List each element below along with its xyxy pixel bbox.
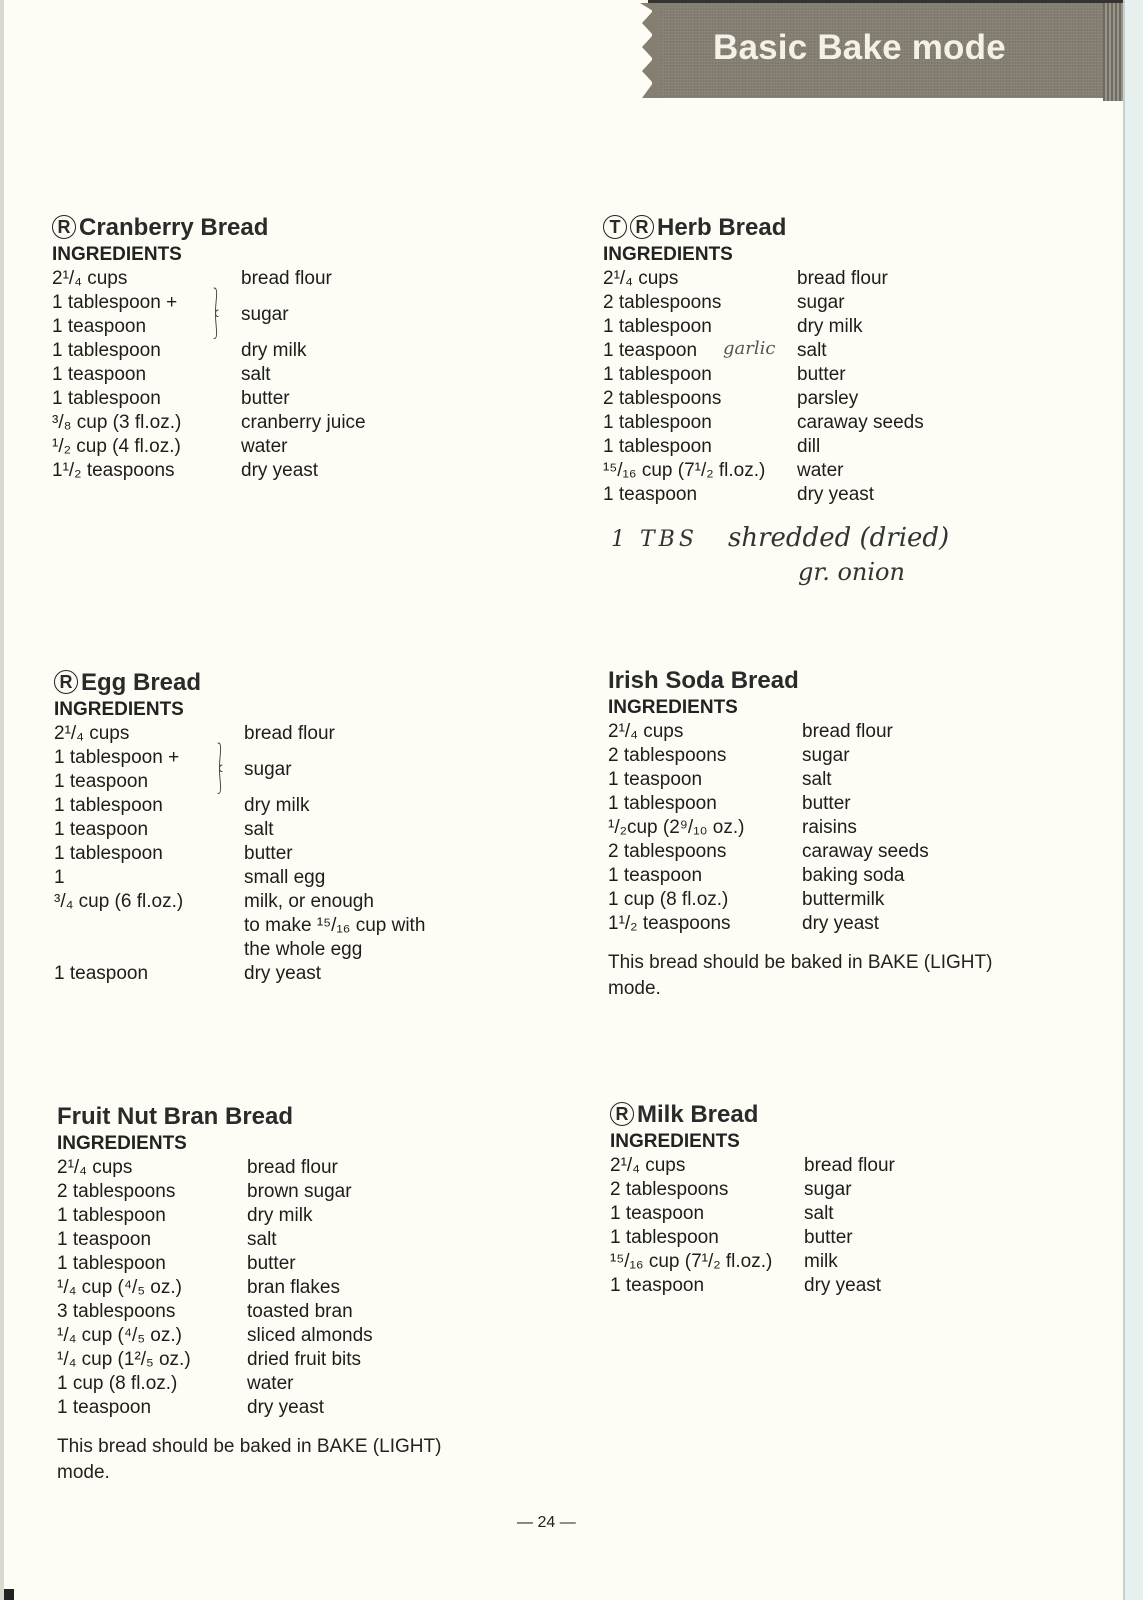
recipe-title: Fruit Nut Bran Bread <box>57 1103 294 1130</box>
ingredient-row: 1 tablespoon caraway seeds <box>603 412 924 433</box>
recipe-herb-bread <box>603 213 1063 586</box>
ingredient-row: 1 tablespoon butter <box>608 793 851 814</box>
section-title: Basic Bake mode <box>713 28 1006 67</box>
ingredient-row: ¹/₄ cup (1²/₅ oz.) dried fruit bits <box>57 1349 362 1370</box>
ingredient-list <box>54 722 494 986</box>
brace-icon: ⎰ <box>213 764 227 795</box>
mode-r-badge-icon: R <box>52 215 76 239</box>
ingredients-label: INGREDIENTS <box>610 1131 740 1152</box>
ingredient-row: 1¹/₂ teaspoons dry yeast <box>52 460 319 481</box>
ingredient-row: 3 tablespoons toasted bran <box>57 1301 353 1322</box>
ingredient-row: ³/₄ cup (6 fl.oz.) milk, or enough <box>54 891 374 912</box>
ingredient-list <box>608 720 1068 936</box>
ingredient-row: ³/₈ cup (3 fl.oz.) cranberry juice <box>52 412 366 433</box>
recipe-title: R Cranberry Bread <box>52 213 492 243</box>
recipe-title: R Egg Bread <box>54 668 494 698</box>
ingredients-label: INGREDIENTS <box>603 244 733 265</box>
recipe-cranberry-bread <box>52 213 492 483</box>
ingredient-list <box>603 267 1063 507</box>
ingredient-list <box>610 1154 1050 1298</box>
brace-icon: ⎰ <box>209 309 223 340</box>
ingredient-row: ¹/₂cup (2⁹/₁₀ oz.) raisins <box>608 817 857 838</box>
page-number: — 24 — <box>517 1514 576 1531</box>
ingredient-row: ¹/₄ cup (⁴/₅ oz.) sliced almonds <box>57 1325 373 1346</box>
ingredient-row: 1 tablespoon + ⎱ <box>54 742 227 773</box>
ingredient-row: ¹/₄ cup (⁴/₅ oz.) bran flakes <box>57 1277 340 1298</box>
ingredient-row: ¹/₂ cup (4 fl.oz.) water <box>52 436 288 457</box>
ingredient-row: the whole egg <box>244 939 363 960</box>
ingredient-row: to make ¹⁵/₁₆ cup with <box>244 915 426 936</box>
mode-r-badge-icon: R <box>630 215 654 239</box>
ingredient-row: 2 tablespoons sugar <box>603 292 845 313</box>
recipe-irish-soda-bread <box>608 666 1068 1002</box>
recipe-title: R Milk Bread <box>610 1100 1050 1130</box>
ingredient-row: 1 teaspoon garlic salt <box>603 338 827 361</box>
ingredient-row: 1 small egg <box>54 867 326 888</box>
recipe-milk-bread <box>610 1100 1050 1298</box>
ingredient-row: 2 tablespoons sugar <box>610 1179 852 1200</box>
ingredient-row: 1 tablespoon dry milk <box>54 795 310 816</box>
banner-edge-stripes <box>1103 3 1123 101</box>
mode-r-badge-icon: R <box>54 670 78 694</box>
ingredient-row: 1 teaspoon dry yeast <box>603 484 875 505</box>
banner-zigzag-edge <box>640 3 660 98</box>
ingredient-row: 1 teaspoon salt <box>52 364 271 385</box>
ingredient-row: 1 teaspoon dry yeast <box>54 963 322 984</box>
ingredient-row: 1 teaspoon salt <box>57 1229 277 1250</box>
ingredient-row: 1 teaspoon salt <box>610 1203 834 1224</box>
ingredient-row: 1 teaspoon baking soda <box>608 865 905 886</box>
scan-corner-mark <box>4 1589 14 1600</box>
brace-icon: ⎱ <box>209 287 223 318</box>
ingredient-row: 1 tablespoon dry milk <box>52 340 307 361</box>
ingredients-label: INGREDIENTS <box>57 1133 187 1154</box>
ingredient-row: 2¹/₄ cups bread flour <box>603 268 888 289</box>
page-edge-right <box>1123 0 1143 1600</box>
ingredient-row: 1 tablespoon butter <box>57 1253 296 1274</box>
recipe-title: Irish Soda Bread <box>608 667 799 694</box>
ingredient-row: 1 teaspoon dry yeast <box>610 1275 882 1296</box>
mode-r-badge-icon: R <box>610 1102 634 1126</box>
ingredient-row: 2¹/₄ cups bread flour <box>52 268 332 289</box>
handwritten-note-qty: 1 TBS <box>611 527 698 552</box>
ingredient-row: 1 cup (8 fl.oz.) water <box>57 1373 294 1394</box>
ingredient-row: 2 tablespoons parsley <box>603 388 859 409</box>
ingredient-list <box>57 1156 517 1420</box>
ingredient-row: ¹⁵/₁₆ cup (7¹/₂ fl.oz.) milk <box>610 1251 838 1272</box>
ingredient-row: 1 tablespoon + ⎱ <box>52 287 223 318</box>
ingredient-row: 1 tablespoon dry milk <box>57 1205 313 1226</box>
ingredients-label: INGREDIENTS <box>54 699 184 720</box>
baking-note: This bread should be baked in BAKE (LIGHT) mode. <box>57 1436 442 1483</box>
baking-note: This bread should be baked in BAKE (LIGHT) mode. <box>608 952 993 999</box>
ingredient-row: 2¹/₄ cups bread flour <box>608 721 893 742</box>
ingredient-row: 1 teaspoon salt <box>608 769 832 790</box>
handwritten-note-line2: gr. onion <box>798 558 905 586</box>
ingredients-label: INGREDIENTS <box>608 697 738 718</box>
ingredient-row: 1 tablespoon dry milk <box>603 316 863 337</box>
mode-t-badge-icon: T <box>603 215 627 239</box>
ingredient-row: 2 tablespoons sugar <box>608 745 850 766</box>
handwritten-note-garlic: garlic <box>723 338 776 359</box>
ingredient-row: 1 teaspoon ⎰ sugar <box>54 759 292 795</box>
recipe-egg-bread <box>54 668 494 986</box>
ingredient-row: 1 teaspoon salt <box>54 819 274 840</box>
ingredient-row: 2¹/₄ cups bread flour <box>57 1157 338 1178</box>
recipe-title: T R Herb Bread <box>603 213 1063 243</box>
ingredient-row: 1 tablespoon butter <box>603 364 846 385</box>
ingredient-row: 2¹/₄ cups bread flour <box>54 723 335 744</box>
ingredient-row: 2 tablespoons caraway seeds <box>608 841 929 862</box>
ingredient-row: 2¹/₄ cups bread flour <box>610 1155 895 1176</box>
page-edge-left <box>0 0 4 1600</box>
ingredient-row: 1 teaspoon dry yeast <box>57 1397 325 1418</box>
recipe-fruit-nut-bran-bread <box>57 1102 517 1486</box>
ingredient-row: ¹⁵/₁₆ cup (7¹/₂ fl.oz.) water <box>603 460 844 481</box>
ingredients-label: INGREDIENTS <box>52 244 182 265</box>
ingredient-row: 1 tablespoon dill <box>603 436 821 457</box>
ingredient-row: 1 teaspoon ⎰ sugar <box>52 304 289 340</box>
ingredient-list <box>52 267 492 483</box>
ingredient-row: 1 tablespoon butter <box>54 843 293 864</box>
ingredient-row: 1 cup (8 fl.oz.) buttermilk <box>608 889 885 910</box>
ingredient-row: 1 tablespoon butter <box>52 388 290 409</box>
ingredient-row: 2 tablespoons brown sugar <box>57 1181 352 1202</box>
brace-icon: ⎱ <box>213 742 227 773</box>
handwritten-note-line1: shredded (dried) <box>728 523 950 553</box>
ingredient-row: 1 tablespoon butter <box>610 1227 853 1248</box>
ingredient-row: 1¹/₂ teaspoons dry yeast <box>608 913 880 934</box>
